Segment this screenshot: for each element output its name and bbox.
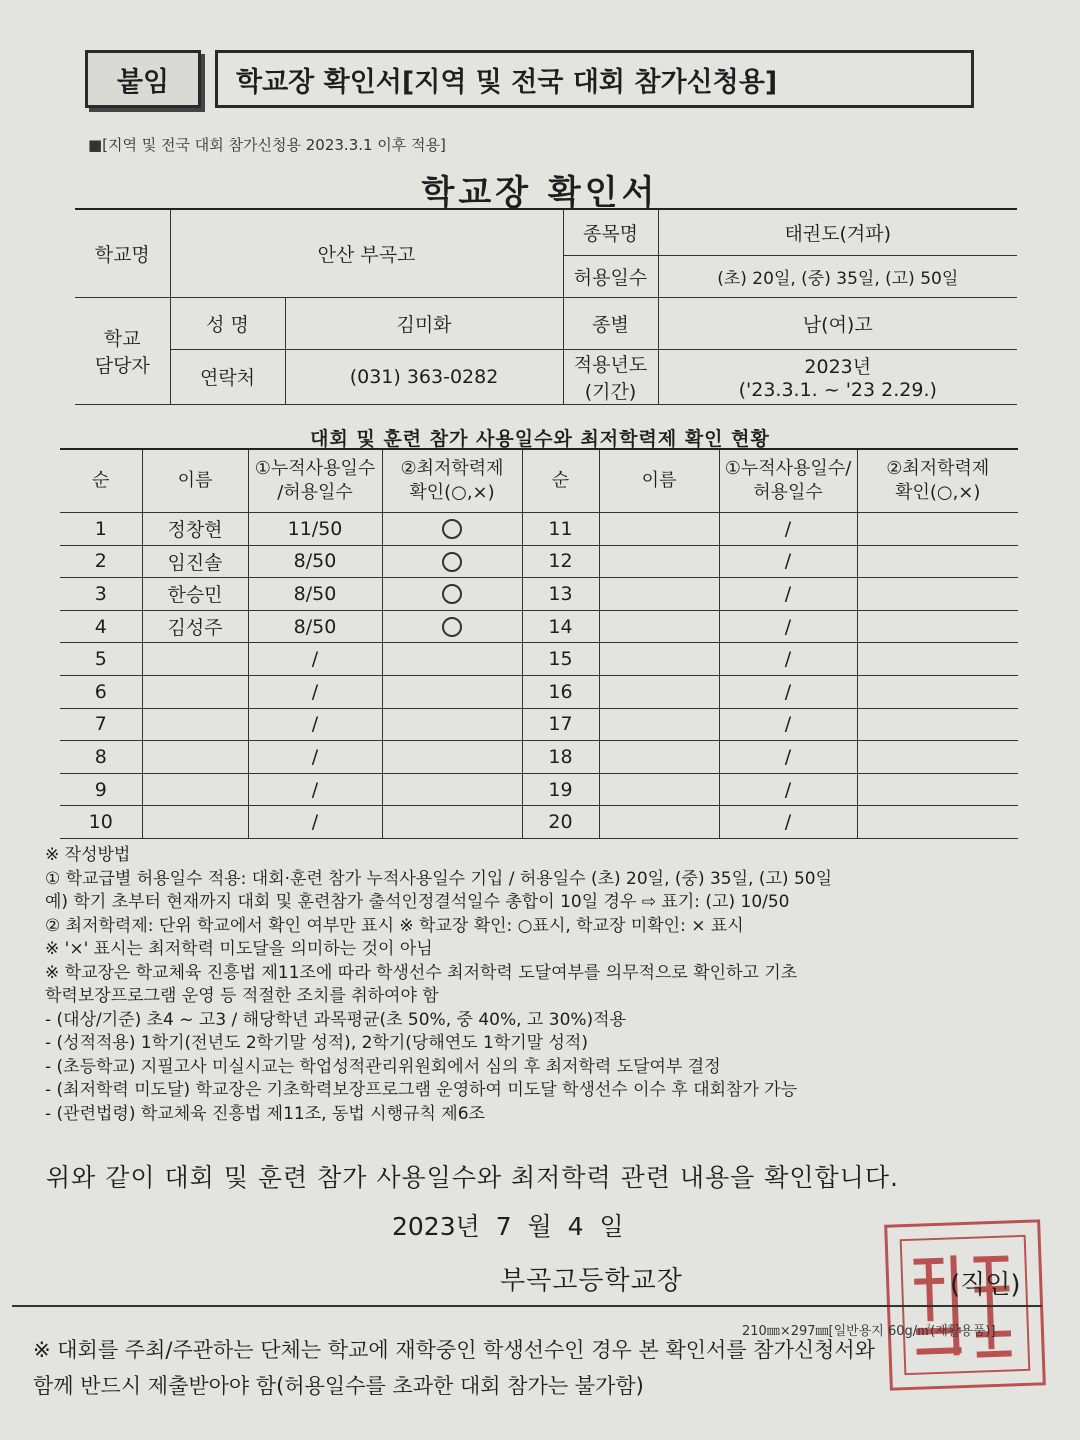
manager-label-1: 학교 bbox=[103, 327, 141, 350]
row-academic-2 bbox=[857, 578, 1018, 611]
row-days: / bbox=[248, 741, 382, 774]
row-academic bbox=[382, 643, 522, 676]
row-name bbox=[142, 773, 248, 806]
instruction-line: ※ 학교장은 학교체육 진흥법 제11조에 따라 학생선수 최저학력 도달여부를 의무적으로 확인하고 기초 bbox=[45, 962, 798, 983]
row-name-2 bbox=[599, 806, 719, 839]
contact-label: 연락처 bbox=[170, 349, 285, 404]
row-num-2: 19 bbox=[522, 773, 599, 806]
row-academic-2 bbox=[857, 675, 1018, 708]
row-name-2 bbox=[599, 545, 719, 578]
row-academic-2 bbox=[857, 610, 1018, 643]
row-name bbox=[142, 708, 248, 741]
instruction-line: - (초등학교) 지필고사 미실시교는 학업성적관리위원회에서 심의 후 최저학력 도달여부 결정 bbox=[45, 1056, 721, 1077]
col-days-line1: ①누적사용일수 bbox=[254, 458, 376, 479]
row-days-2: / bbox=[719, 806, 857, 839]
info-table bbox=[75, 208, 1017, 405]
row-academic-2 bbox=[857, 545, 1018, 578]
row-academic bbox=[382, 610, 522, 643]
row-name: 김성주 bbox=[142, 610, 248, 643]
row-academic bbox=[382, 545, 522, 578]
row-num: 3 bbox=[60, 578, 142, 611]
instruction-line: - (최저학력 미도달) 학교장은 기초학력보장프로그램 운영하여 미도달 학생선수 이수 후 대회참가 가능 bbox=[45, 1080, 798, 1100]
year-value-1: 2023년 bbox=[804, 356, 872, 378]
manager-label bbox=[75, 297, 170, 404]
col-num-2: 순 bbox=[522, 449, 599, 513]
table-row bbox=[60, 610, 1018, 643]
row-days: / bbox=[248, 806, 382, 839]
school-value: 안산 부곡고 bbox=[170, 209, 563, 297]
year-value bbox=[658, 349, 1017, 404]
row-name: 정창현 bbox=[142, 513, 248, 546]
table-row bbox=[60, 513, 1018, 546]
row-academic-2 bbox=[857, 513, 1018, 546]
instruction-line: ② 최저학력제: 단위 학교에서 확인 여부만 표시 ※ 학교장 확인: ○표시, 학교장 미확인: × 표시 bbox=[45, 915, 744, 936]
row-num-2: 11 bbox=[522, 513, 599, 546]
row-num-2: 15 bbox=[522, 643, 599, 676]
footer-line-1: ※ 대회를 주최/주관하는 단체는 학교에 재학중인 학생선수인 경우 본 확인서를 참가신청서와 bbox=[33, 1338, 876, 1362]
participation-table bbox=[60, 448, 1018, 839]
circle-mark-icon bbox=[442, 552, 462, 572]
principal-title: 부곡고등학교장 bbox=[500, 1266, 683, 1296]
table-row bbox=[60, 643, 1018, 676]
col-name: 이름 bbox=[142, 449, 248, 513]
col-academic-line1: ②최저학력제 bbox=[400, 458, 504, 479]
table-row bbox=[60, 741, 1018, 774]
row-num: 9 bbox=[60, 773, 142, 806]
instruction-line: 예) 학기 초부터 현재까지 대회 및 훈련참가 출석인정결석일수 총합이 10일 경우 ⇨ 표기: (고) 10/50 bbox=[45, 892, 790, 912]
row-academic-2 bbox=[857, 708, 1018, 741]
attachment-tag: 붙임 bbox=[85, 50, 201, 108]
category-value: 남(여)고 bbox=[658, 297, 1017, 349]
col-days bbox=[248, 449, 382, 513]
category-label: 종별 bbox=[563, 297, 658, 349]
row-days-2: / bbox=[719, 578, 857, 611]
row-days-2: / bbox=[719, 610, 857, 643]
divider bbox=[12, 1305, 1042, 1307]
school-label: 학교명 bbox=[75, 209, 170, 297]
allow-days-label: 허용일수 bbox=[563, 255, 658, 297]
circle-mark-icon bbox=[442, 519, 462, 539]
row-days-2: / bbox=[719, 708, 857, 741]
row-num: 5 bbox=[60, 643, 142, 676]
row-days-2: / bbox=[719, 741, 857, 774]
row-name bbox=[142, 643, 248, 676]
row-academic bbox=[382, 741, 522, 774]
seal-label: (직인) bbox=[950, 1270, 1021, 1300]
instruction-line: 학력보장프로그램 운영 등 적절한 조치를 취하여야 함 bbox=[45, 986, 439, 1006]
row-days: 8/50 bbox=[248, 545, 382, 578]
page-title: 학교장 확인서 bbox=[421, 173, 659, 213]
row-days: / bbox=[248, 675, 382, 708]
col-days2-line2: 허용일수 bbox=[753, 482, 823, 503]
manager-label-2: 담당자 bbox=[94, 354, 150, 377]
col-academic2-line1: ②최저학력제 bbox=[886, 458, 990, 479]
instructions bbox=[45, 844, 1045, 1126]
row-num: 6 bbox=[60, 675, 142, 708]
row-days-2: / bbox=[719, 643, 857, 676]
row-num-2: 20 bbox=[522, 806, 599, 839]
year-label-1: 적용년도 bbox=[573, 353, 648, 376]
sport-value: 태권도(겨파) bbox=[658, 209, 1017, 255]
instruction-line: ※ 작성방법 bbox=[45, 845, 131, 865]
col-days2-line1: ①누적사용일수/ bbox=[724, 458, 852, 479]
col-name-2: 이름 bbox=[599, 449, 719, 513]
table-row bbox=[60, 708, 1018, 741]
instruction-line: ※ '×' 표시는 최저학력 미도달을 의미하는 것이 아님 bbox=[45, 939, 433, 959]
row-num: 7 bbox=[60, 708, 142, 741]
contact-value: (031) 363-0282 bbox=[285, 349, 563, 404]
row-name-2 bbox=[599, 675, 719, 708]
row-academic-2 bbox=[857, 773, 1018, 806]
row-academic bbox=[382, 513, 522, 546]
row-num: 1 bbox=[60, 513, 142, 546]
col-days-line2: /허용일수 bbox=[277, 482, 353, 503]
row-academic-2 bbox=[857, 643, 1018, 676]
instruction-line: - (관련법령) 학교체육 진흥법 제11조, 동법 시행규칙 제6조 bbox=[45, 1103, 485, 1124]
col-days-2 bbox=[719, 449, 857, 513]
row-name-2 bbox=[599, 773, 719, 806]
row-name-2 bbox=[599, 643, 719, 676]
col-num: 순 bbox=[60, 449, 142, 513]
row-academic bbox=[382, 773, 522, 806]
row-days: / bbox=[248, 773, 382, 806]
header bbox=[85, 50, 974, 108]
row-name bbox=[142, 806, 248, 839]
col-academic bbox=[382, 449, 522, 513]
paper-spec: 210㎜×297㎜[일반용지 60g/㎡(재활용품)] bbox=[742, 1324, 996, 1339]
row-days-2: / bbox=[719, 773, 857, 806]
row-days: / bbox=[248, 643, 382, 676]
footer-line-2: 함께 반드시 제출받아야 함(허용일수를 초과한 대회 참가는 불가함) bbox=[33, 1374, 644, 1398]
row-name bbox=[142, 675, 248, 708]
row-days: 11/50 bbox=[248, 513, 382, 546]
footer-note bbox=[33, 1332, 875, 1404]
row-num: 8 bbox=[60, 741, 142, 774]
row-num-2: 17 bbox=[522, 708, 599, 741]
row-name: 임진솔 bbox=[142, 545, 248, 578]
row-name-2 bbox=[599, 610, 719, 643]
row-academic bbox=[382, 578, 522, 611]
row-academic bbox=[382, 675, 522, 708]
row-days: / bbox=[248, 708, 382, 741]
table-row bbox=[60, 773, 1018, 806]
confirmation-statement: 위와 같이 대회 및 훈련 참가 사용일수와 최저학력 관련 내용을 확인합니다. bbox=[46, 1163, 899, 1192]
row-name-2 bbox=[599, 513, 719, 546]
instruction-line: - (성적적용) 1학기(전년도 2학기말 성적), 2학기(당해연도 1학기말 성적) bbox=[45, 1033, 588, 1053]
row-days-2: / bbox=[719, 545, 857, 578]
row-days-2: / bbox=[719, 675, 857, 708]
row-academic-2 bbox=[857, 806, 1018, 839]
table-row bbox=[60, 806, 1018, 839]
section-title: 대회 및 훈련 참가 사용일수와 최저학력제 확인 현황 bbox=[310, 428, 770, 450]
table-body bbox=[60, 513, 1018, 839]
year-label-2: (기간) bbox=[584, 380, 637, 403]
signing-date: 2023년 7 월 4 일 bbox=[392, 1212, 624, 1241]
year-value-2: ('23.3.1. ~ '23 2.29.) bbox=[738, 379, 937, 401]
row-days-2: / bbox=[719, 513, 857, 546]
table-row bbox=[60, 545, 1018, 578]
row-academic bbox=[382, 806, 522, 839]
row-num-2: 16 bbox=[522, 675, 599, 708]
name-label: 성 명 bbox=[170, 297, 285, 349]
col-academic-line2: 확인(○,×) bbox=[409, 482, 495, 503]
row-name: 한승민 bbox=[142, 578, 248, 611]
row-num: 4 bbox=[60, 610, 142, 643]
instruction-line: - (대상/기준) 초4 ~ 고3 / 해당학년 과목평균(초 50%, 중 40%, 고 30%)적용 bbox=[45, 1009, 627, 1030]
col-academic-2 bbox=[857, 449, 1018, 513]
circle-mark-icon bbox=[442, 617, 462, 637]
row-academic-2 bbox=[857, 741, 1018, 774]
row-name-2 bbox=[599, 741, 719, 774]
table-row bbox=[60, 578, 1018, 611]
row-num: 2 bbox=[60, 545, 142, 578]
row-days: 8/50 bbox=[248, 610, 382, 643]
row-name-2 bbox=[599, 578, 719, 611]
header-title: 학교장 확인서[지역 및 전국 대회 참가신청용] bbox=[215, 50, 974, 108]
table-row bbox=[60, 675, 1018, 708]
instruction-line: ① 학교급별 허용일수 적용: 대회·훈련 참가 누적사용일수 기입 / 허용일수 (초) 20일, (중) 35일, (고) 50일 bbox=[45, 868, 833, 889]
year-label bbox=[563, 349, 658, 404]
name-value: 김미화 bbox=[285, 297, 563, 349]
row-days: 8/50 bbox=[248, 578, 382, 611]
circle-mark-icon bbox=[442, 584, 462, 604]
col-academic2-line2: 확인(○,×) bbox=[895, 482, 981, 503]
row-num-2: 18 bbox=[522, 741, 599, 774]
row-name bbox=[142, 741, 248, 774]
row-num: 10 bbox=[60, 806, 142, 839]
top-note: ■[지역 및 전국 대회 참가신청용 2023.3.1 이후 적용] bbox=[88, 136, 446, 154]
row-num-2: 14 bbox=[522, 610, 599, 643]
sport-label: 종목명 bbox=[563, 209, 658, 255]
row-academic bbox=[382, 708, 522, 741]
row-num-2: 12 bbox=[522, 545, 599, 578]
row-num-2: 13 bbox=[522, 578, 599, 611]
row-name-2 bbox=[599, 708, 719, 741]
allow-days-value: (초) 20일, (중) 35일, (고) 50일 bbox=[658, 255, 1017, 297]
